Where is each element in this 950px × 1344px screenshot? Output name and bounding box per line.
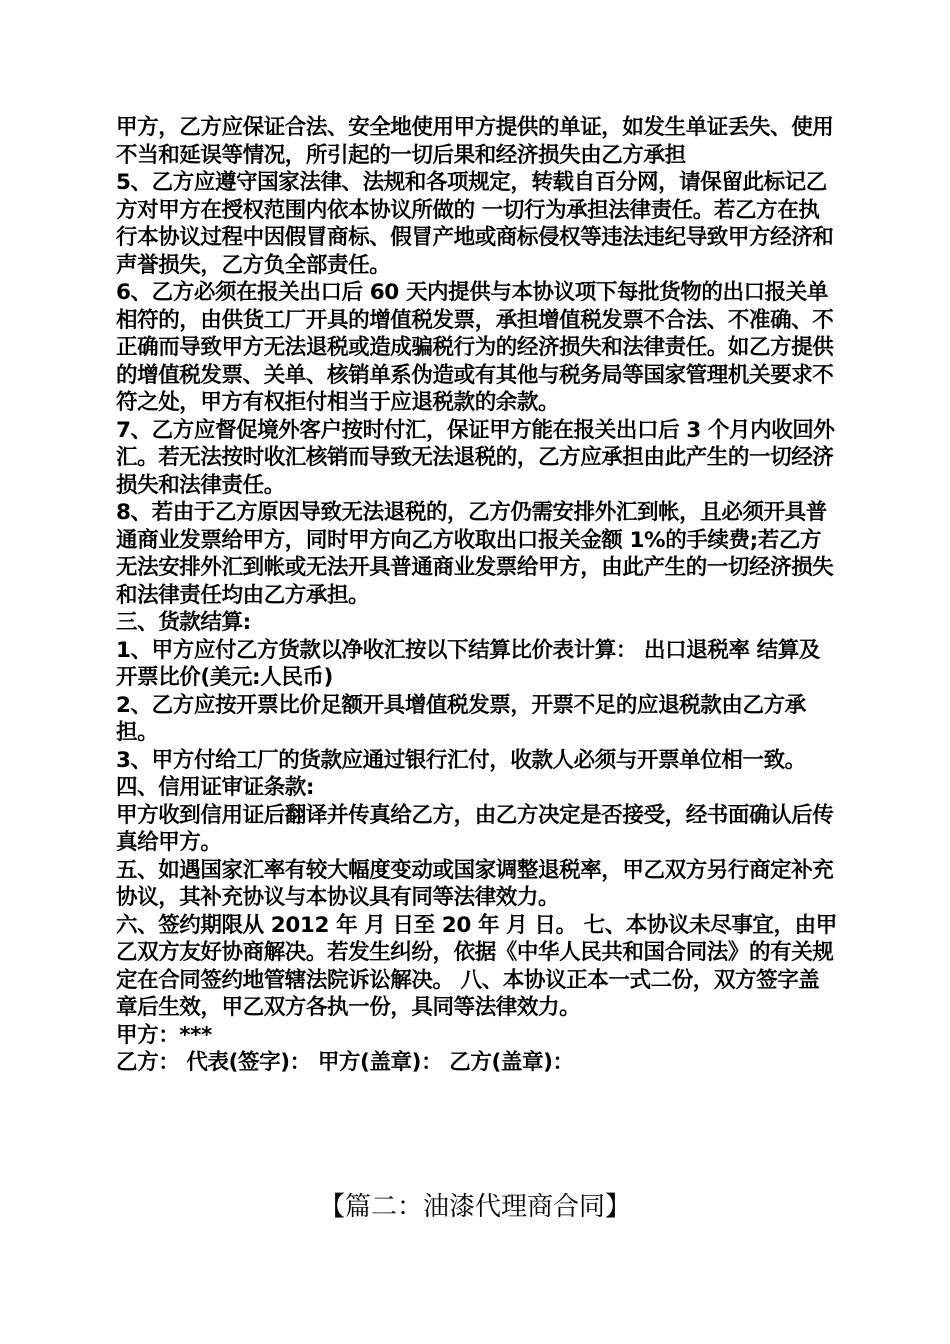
signature-line: 乙方： 代表(签字)： 甲方(盖章)： 乙方(盖章)： [116,1050,574,1075]
paragraph-payment-3: 3、甲方付给工厂的货款应通过银行汇付，收款人必须与开票单位相一致。 [116,747,806,773]
section-title-payment: 三、货款结算: [116,610,251,635]
section-heading: 【篇二：油漆代理商合同】 [318,1192,631,1222]
paragraph-clause-7: 7、乙方应督促境外客户按时付汇，保证甲方能在报关出口后 3 个月内收回外汇。若无法按时收汇核销而导致无法退税的，乙方应承担由此产生的一切经济损失和法律责任。 [116,417,835,498]
paragraph-payment-2: 2、乙方应按开票比价足额开具增值税发票，开票不足的应退税款由乙方承担。 [116,692,806,745]
document-body [116,114,838,1077]
paragraph-section-5: 五、如遇国家汇率有较大幅度变动或国家调整退税率，甲乙双方另行商定补充协议，其补充协议与本协议具有同等法律效力。 [116,857,834,910]
paragraph-clause-8: 8、若由于乙方原因导致无法退税的，乙方仍需安排外汇到帐，且必须开具普通商业发票给甲方，同时甲方向乙方收取出口报关金额 1%的手续费;若乙方无法安排外汇到帐或无法开具普通商业发票给甲方，由此产生的一切经济损失和法律责任均由乙方承担。 [116,500,834,608]
paragraph-payment-1: 1、甲方应付乙方货款以净收汇按以下结算比价表计算： 出口退税率 结算及开票比价(美元:人民币) [116,637,820,690]
paragraph-clause-5: 5、乙方应遵守国家法律、法规和各项规定，转载自百分网，请保留此标记乙方对甲方在授权范围内依本协议所做的 一切行为承担法律责任。若乙方在执行本协议过程中因假冒商标、假冒产地或商标侵权等违法违纪导致甲方经济和声誉损失，乙方负全部责任。 [116,170,834,278]
paragraph-clause-6: 6、乙方必须在报关出口后 60 天内提供与本协议项下每批货物的出口报关单相符的，由供货工厂开具的增值税发票，承担增值税发票不合法、不准确、不正确而导致甲方无法退税或造成骗税行为的经济损失和法律责任。如乙方提供的增值税发票、关单、核销单系伪造或有其他与税务局等国家管理机关要求不符之处，甲方有权拒付相当于应退税款的余款。 [116,280,834,415]
paragraph-document-usage: 甲方，乙方应保证合法、安全地使用甲方提供的单证，如发生单证丢失、使用不当和延误等情况，所引起的一切后果和经济损失由乙方承担 [116,115,834,168]
paragraph-section-6-8: 六、签约期限从 2012 年 月 日至 20 年 月 日。 七、本协议未尽事宜，由甲乙双方友好协商解决。若发生纠纷，依据《中华人民共和国合同法》的有关规定在合同签约地管辖法院诉讼解决。 八、本协议正本一式二份，双方签字盖章后生效，甲乙双方各执一份，具同等法律效力。 [116,912,837,1020]
section-title-credit: 四、信用证审证条款: [116,775,315,800]
paragraph-credit: 甲方收到信用证后翻译并传真给乙方，由乙方决定是否接受，经书面确认后传真给甲方。 [116,802,834,855]
party-a-line: 甲方：*** [116,1022,212,1048]
